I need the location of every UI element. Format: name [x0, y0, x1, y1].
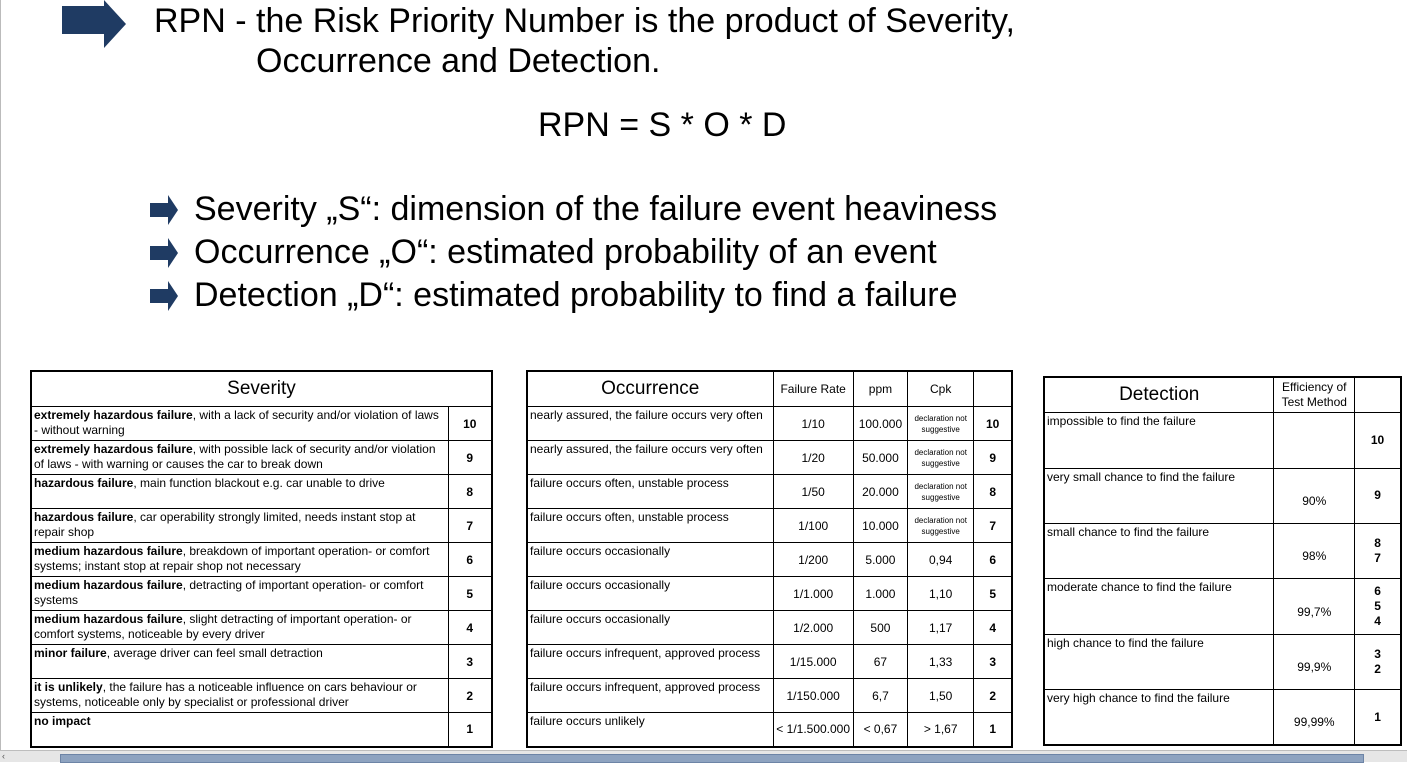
ppm-value: 67 [853, 645, 907, 679]
failure-rate: 1/200 [773, 543, 853, 577]
severity-detail: , breakdown of important operation- or comfort systems; instant stop at repair shop not necessary [34, 544, 430, 573]
ppm-value: 1.000 [853, 577, 907, 611]
severity-row [31, 407, 492, 441]
bullet-list [148, 188, 997, 317]
severity-score: 10 [448, 407, 492, 441]
severity-detail: , main function blackout e.g. car unable to drive [133, 476, 385, 490]
severity-class: hazardous failure [34, 510, 134, 524]
occurrence-row [527, 441, 1012, 475]
cpk-value: declaration not suggestive [908, 407, 974, 441]
severity-description [31, 475, 448, 509]
occurrence-title: Occurrence [527, 371, 773, 407]
bullet-text: Detection „D“: estimated probability to find a failure [194, 276, 958, 314]
detection-title: Detection [1044, 377, 1274, 413]
occurrence-description: failure occurs occasionally [527, 577, 773, 611]
severity-row [31, 645, 492, 679]
detection-row [1044, 634, 1401, 689]
detection-description: impossible to find the failure [1044, 413, 1274, 468]
occurrence-row [527, 713, 1012, 747]
severity-table [30, 370, 493, 748]
efficiency-header: Efficiency of Test Method [1274, 377, 1355, 413]
detection-row [1044, 579, 1401, 634]
severity-row [31, 679, 492, 713]
cpk-value: 1,50 [908, 679, 974, 713]
occurrence-row [527, 475, 1012, 509]
occurrence-row [527, 509, 1012, 543]
occurrence-score: 8 [974, 475, 1012, 509]
detection-description: moderate chance to find the failure [1044, 579, 1274, 634]
severity-score: 4 [448, 611, 492, 645]
detection-score-cell [1355, 634, 1401, 689]
severity-detail: , the failure has a noticeable influence on cars behaviour or systems, noticeable only by specialist or professional driver [34, 680, 417, 709]
detection-score-cell [1355, 523, 1401, 578]
failure-rate-header: Failure Rate [773, 371, 853, 407]
severity-class: medium hazardous failure [34, 544, 183, 558]
detection-score-cell [1355, 468, 1401, 523]
arrow-right-icon [60, 0, 130, 48]
arrow-right-icon [148, 193, 182, 227]
severity-class: medium hazardous failure [34, 578, 183, 592]
severity-row [31, 713, 492, 747]
occurrence-row [527, 577, 1012, 611]
detection-description: very high chance to find the failure [1044, 690, 1274, 745]
detection-row [1044, 468, 1401, 523]
cpk-value: 0,94 [908, 543, 974, 577]
severity-detail: , with a lack of security and/or violation of laws - without warning [34, 408, 439, 437]
cpk-header: Cpk [908, 371, 974, 407]
severity-class: no impact [34, 714, 91, 728]
test-efficiency [1274, 413, 1355, 468]
detection-row [1044, 690, 1401, 745]
severity-class: extremely hazardous failure [34, 442, 193, 456]
severity-title: Severity [31, 371, 492, 407]
occurrence-row [527, 645, 1012, 679]
severity-class: it is unlikely [34, 680, 103, 694]
heading-line-2: Occurrence and Detection. [256, 42, 661, 80]
failure-rate: 1/100 [773, 509, 853, 543]
occurrence-score: 2 [974, 679, 1012, 713]
occurrence-score: 7 [974, 509, 1012, 543]
cpk-value: 1,10 [908, 577, 974, 611]
occurrence-score: 5 [974, 577, 1012, 611]
occurrence-row [527, 611, 1012, 645]
occurrence-description: failure occurs often, unstable process [527, 475, 773, 509]
occurrence-description: failure occurs unlikely [527, 713, 773, 747]
severity-class: extremely hazardous failure [34, 408, 193, 422]
severity-description [31, 543, 448, 577]
severity-description [31, 407, 448, 441]
test-efficiency: 99,99% [1274, 690, 1355, 745]
ppm-value: 100.000 [853, 407, 907, 441]
test-efficiency: 99,9% [1274, 634, 1355, 689]
severity-score: 6 [448, 543, 492, 577]
severity-description [31, 645, 448, 679]
severity-class: minor failure [34, 646, 107, 660]
cpk-value: 1,17 [908, 611, 974, 645]
detection-score: 9 [1374, 488, 1381, 503]
detection-score-cell [1355, 413, 1401, 468]
detection-row [1044, 413, 1401, 468]
arrow-right-icon [148, 279, 182, 313]
failure-rate: 1/50 [773, 475, 853, 509]
cpk-value: declaration not suggestive [908, 509, 974, 543]
detection-score: 10 [1370, 432, 1385, 447]
detection-table [1043, 376, 1402, 746]
severity-description [31, 679, 448, 713]
detection-score: 4 [1374, 614, 1381, 629]
severity-score: 8 [448, 475, 492, 509]
severity-row [31, 509, 492, 543]
severity-description [31, 713, 448, 747]
occurrence-score: 10 [974, 407, 1012, 441]
rpn-formula: RPN = S * O * D [538, 106, 787, 144]
severity-description [31, 509, 448, 543]
ppm-value: 500 [853, 611, 907, 645]
severity-score: 1 [448, 713, 492, 747]
severity-row [31, 577, 492, 611]
bullet-item [148, 274, 997, 317]
scroll-left-icon[interactable]: ‹ [2, 751, 5, 761]
severity-score: 7 [448, 509, 492, 543]
detection-score: 8 [1374, 536, 1381, 551]
cpk-value: declaration not suggestive [908, 441, 974, 475]
severity-class: hazardous failure [34, 476, 134, 490]
failure-rate: < 1/1.500.000 [773, 713, 853, 747]
severity-class: medium hazardous failure [34, 612, 183, 626]
occurrence-row [527, 543, 1012, 577]
arrow-right-icon [148, 236, 182, 270]
ppm-value: 20.000 [853, 475, 907, 509]
detection-score: 2 [1374, 661, 1381, 676]
ppm-header: ppm [853, 371, 907, 407]
window-left-edge [0, 0, 1, 750]
severity-row [31, 441, 492, 475]
ppm-value: 6,7 [853, 679, 907, 713]
severity-row [31, 475, 492, 509]
occurrence-description: failure occurs occasionally [527, 611, 773, 645]
occurrence-description: failure occurs occasionally [527, 543, 773, 577]
severity-row [31, 611, 492, 645]
ppm-value: 50.000 [853, 441, 907, 475]
severity-detail: , slight detracting of important operation- or comfort systems, noticeable by every driver [34, 612, 412, 641]
detection-score-cell [1355, 690, 1401, 745]
bullet-text: Occurrence „O“: estimated probability of an event [194, 233, 937, 271]
severity-score: 9 [448, 441, 492, 475]
test-efficiency: 99,7% [1274, 579, 1355, 634]
detection-score: 6 [1374, 584, 1381, 599]
severity-description [31, 577, 448, 611]
occurrence-score: 1 [974, 713, 1012, 747]
occurrence-description: failure occurs infrequent, approved process [527, 645, 773, 679]
failure-rate: 1/15.000 [773, 645, 853, 679]
ppm-value: 5.000 [853, 543, 907, 577]
detection-description: very small chance to find the failure [1044, 468, 1274, 523]
occurrence-table [526, 370, 1013, 748]
severity-detail: , car operability strongly limited, needs instant stop at repair shop [34, 510, 416, 539]
severity-description [31, 611, 448, 645]
severity-score: 3 [448, 645, 492, 679]
severity-description [31, 441, 448, 475]
test-efficiency: 90% [1274, 468, 1355, 523]
failure-rate: 1/150.000 [773, 679, 853, 713]
failure-rate: 1/10 [773, 407, 853, 441]
detection-score: 1 [1374, 709, 1381, 724]
occurrence-description: failure occurs infrequent, approved process [527, 679, 773, 713]
occurrence-description: nearly assured, the failure occurs very often [527, 441, 773, 475]
detection-description: high chance to find the failure [1044, 634, 1274, 689]
severity-row [31, 543, 492, 577]
detection-score: 7 [1374, 551, 1381, 566]
detection-score: 3 [1374, 646, 1381, 661]
failure-rate: 1/20 [773, 441, 853, 475]
occurrence-row [527, 679, 1012, 713]
detection-score-cell [1355, 579, 1401, 634]
occurrence-score: 4 [974, 611, 1012, 645]
bullet-item [148, 231, 997, 274]
detection-score: 5 [1374, 599, 1381, 614]
heading-line-1: RPN - the Risk Priority Number is the product of Severity, [154, 2, 1015, 40]
occurrence-row [527, 407, 1012, 441]
detection-description: small chance to find the failure [1044, 523, 1274, 578]
bullet-text: Severity „S“: dimension of the failure event heaviness [194, 190, 998, 228]
occurrence-score: 6 [974, 543, 1012, 577]
severity-score: 2 [448, 679, 492, 713]
severity-detail: , average driver can feel small detraction [106, 646, 323, 660]
scrollbar-thumb[interactable] [60, 754, 1364, 763]
detection-row [1044, 523, 1401, 578]
bullet-item [148, 188, 997, 231]
failure-rate: 1/2.000 [773, 611, 853, 645]
cpk-value: 1,33 [908, 645, 974, 679]
failure-rate: 1/1.000 [773, 577, 853, 611]
severity-detail: , detracting of important operation- or comfort systems [34, 578, 424, 607]
occurrence-score-header [974, 371, 1012, 407]
ppm-value: 10.000 [853, 509, 907, 543]
occurrence-description: nearly assured, the failure occurs very often [527, 407, 773, 441]
severity-detail: , with possible lack of security and/or violation of laws - with warning or causes the car to break down [34, 442, 436, 471]
severity-score: 5 [448, 577, 492, 611]
detection-score-header [1355, 377, 1401, 413]
cpk-value: > 1,67 [908, 713, 974, 747]
occurrence-score: 9 [974, 441, 1012, 475]
occurrence-description: failure occurs often, unstable process [527, 509, 773, 543]
test-efficiency: 98% [1274, 523, 1355, 578]
occurrence-score: 3 [974, 645, 1012, 679]
ppm-value: < 0,67 [853, 713, 907, 747]
cpk-value: declaration not suggestive [908, 475, 974, 509]
